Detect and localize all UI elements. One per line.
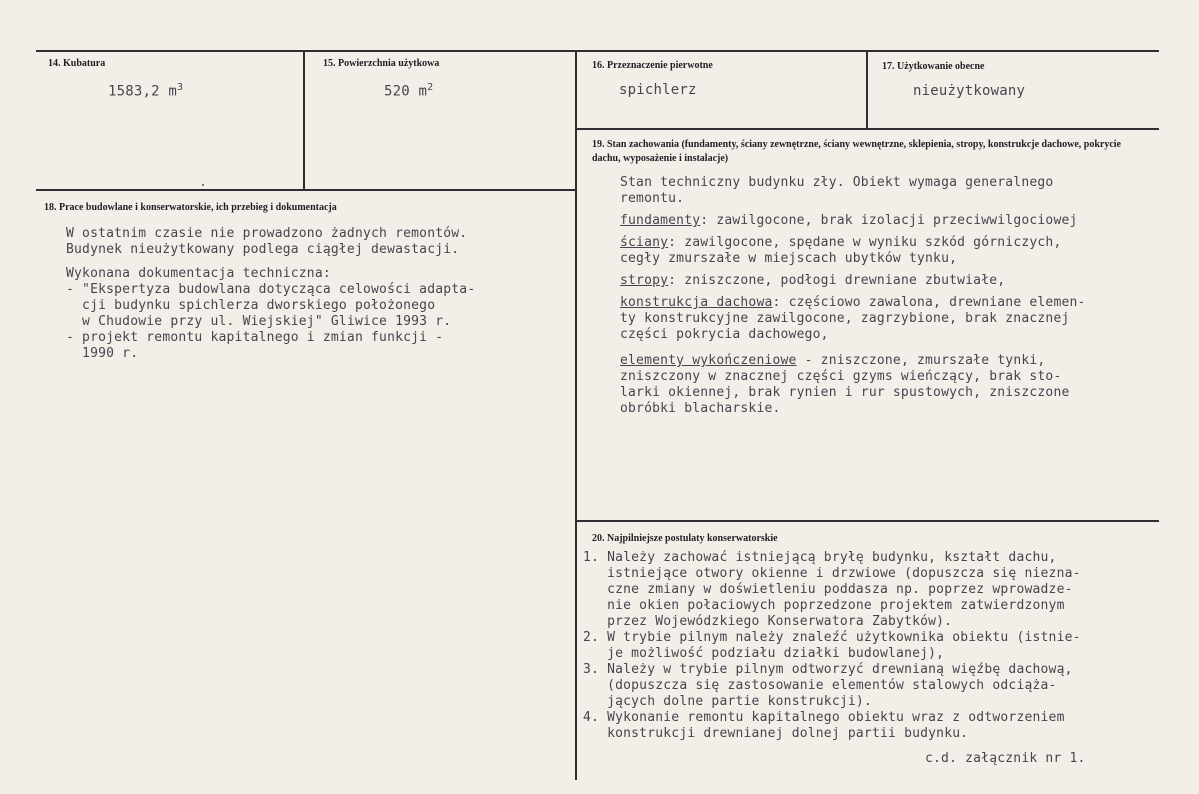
divider-15-16 <box>575 50 577 780</box>
stan-text: Stan techniczny budynku zły. Obiekt wymaga generalnego remontu. fundamenty: zawilgocone, brak izolacji przeciwwilgociowej ściany: zawilgocone, spędane w wyniku szkód górniczych, cegły zmurszałe w miejscach ubytków tynku, stropy: zniszczone, podłogi drewniane zbutwiałe, konstrukcja dachowa: częściowo zawalona, drewniane elemen- ty konstrukcyjne zawilgocone, zagrzybione, brak znacznej części pokrycia dachowego, elementy wykończeniowe - zniszczone, zmurszałe tynki, zniszczony w znacznej części gzyms wieńczący, brak sto- larki okiennej, brak rynien i rur spustowych, zniszczone obróbki blacharskie. <box>620 175 1086 416</box>
divider-14-15 <box>303 50 305 190</box>
postulaty-text: 1. Należy zachować istniejącą bryłę budynku, kształt dachu, istniejące otwory okienne i drzwiowe (dopuszcza się niezna- czne zmiany w doświetleniu poddasza np. poprzez wprowadze- nie okien połaciowych poprzedzone projektem zatwierdzonym przez Wojewódzkiego Konserwatora Zabytków). 2. W trybie pilnym należy znaleźć użytkownika obiektu (istnie- je możliwość podziału działki budowlanej), 3. Należy w trybie pilnym odtworzyć drewnianą więźbę dachową, (dopuszcza się zastosowanie elementów stalowych odciąża- jących dolne partie konstrukcji). 4. Wykonanie remontu kapitalnego obiektu wraz z odtworzeniem konstrukcji drewnianej dolnej partii budynku. <box>583 550 1081 741</box>
kubatura-value: 1583,2 $m^3$ <box>108 82 184 100</box>
margin-dot <box>202 184 204 186</box>
divider-16-17 <box>866 50 868 128</box>
prace-label: 18. Prace budowlane i konserwatorskie, ich przebieg i dokumentacja <box>44 202 337 213</box>
uzytkowanie-label: 17. Użytkowanie obecne <box>882 61 985 72</box>
przeznaczenie-label: 16. Przeznaczenie pierwotne <box>592 60 713 71</box>
divider-top-18 <box>36 189 577 191</box>
top-border <box>36 50 1159 52</box>
przeznaczenie-value: spichlerz <box>619 82 697 98</box>
stan-label: 19. Stan zachowania (fundamenty, ściany zewnętrzne, ściany wewnętrzne, sklepienia, stropy, konstrukcje dachowe, pokrycie dachu, wyposażenie i instalacje) <box>592 139 1121 164</box>
postulaty-label: 20. Najpilniejsze postulaty konserwatorskie <box>592 533 778 544</box>
divider-19-20 <box>575 520 1159 522</box>
uzytkowanie-value: nieużytkowany <box>913 83 1026 99</box>
powierzchnia-value: 520 $m^2$ <box>384 82 434 100</box>
divider-top-19 <box>575 128 1159 130</box>
prace-text: W ostatnim czasie nie prowadzono żadnych remontów. Budynek nieużytkowany podlega ciągłej dewastacji. Wykonana dokumentacja techniczna: - "Ekspertyza budowlana dotycząca celowości adapta- cji budynku spichlerza dworskiego położonego w Chudowie przy ul. Wiejskiej" Gliwice 1993 r. - projekt remontu kapitalnego i zmian funkcji - 1990 r. <box>66 226 476 361</box>
kubatura-label: 14. Kubatura <box>48 58 106 69</box>
powierzchnia-label: 15. Powierzchnia użytkowa <box>323 58 440 69</box>
postulaty-note: c.d. załącznik nr 1. <box>925 751 1086 766</box>
